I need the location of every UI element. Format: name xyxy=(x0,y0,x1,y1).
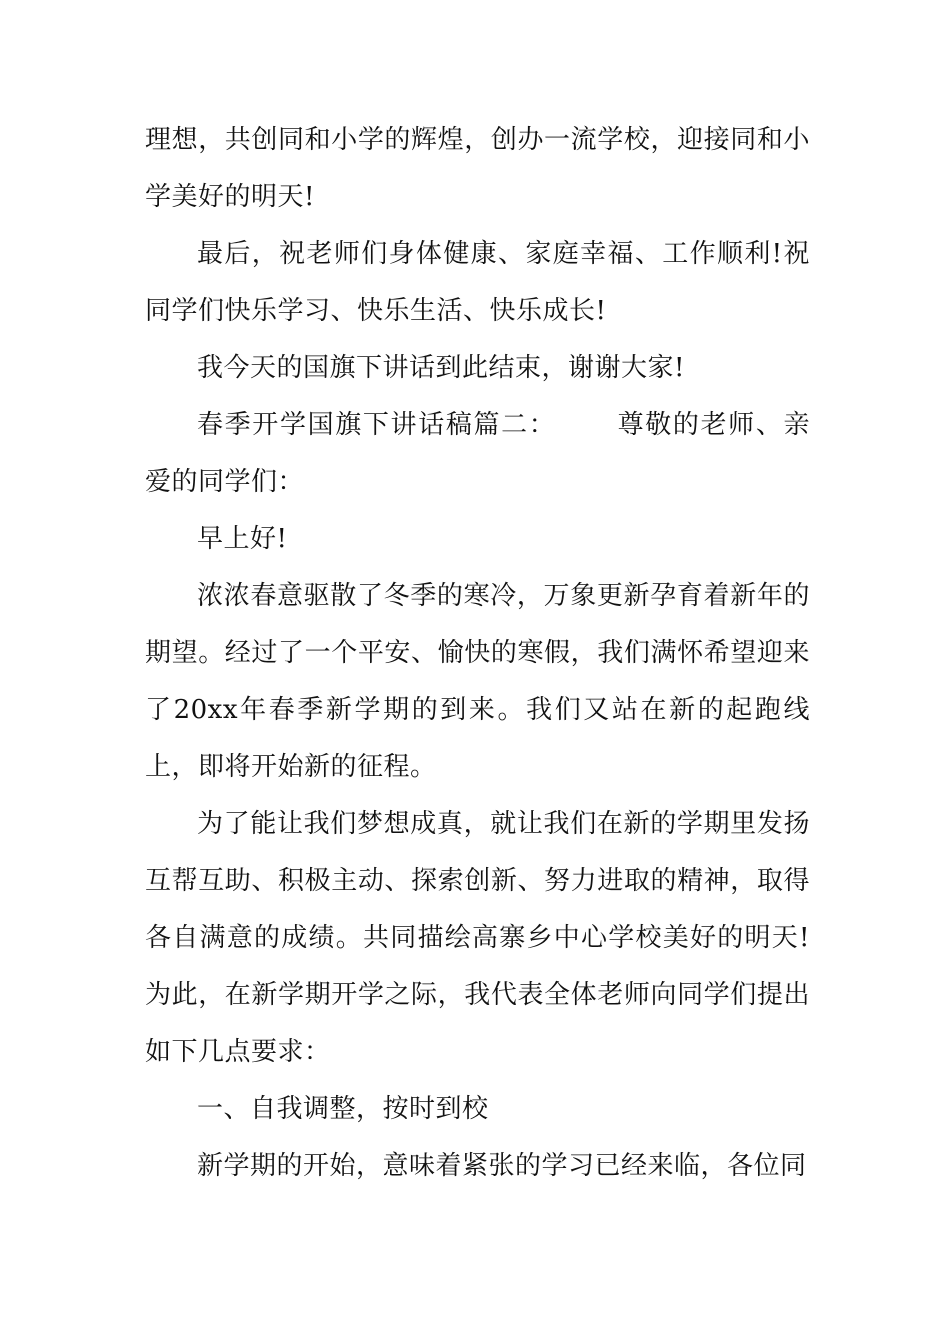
paragraph-speech-two-heading xyxy=(145,397,810,511)
paragraph-spring-intro: 浓浓春意驱散了冬季的寒冷，万象更新孕育着新年的期望。经过了一个平安、愉快的寒假，我们满怀希望迎来了20xx年春季新学期的到来。我们又站在新的起跑线上，即将开始新的征程。 xyxy=(145,581,810,782)
document-body xyxy=(145,112,810,1195)
paragraph-speech-end: 我今天的国旗下讲话到此结束，谢谢大家! xyxy=(197,353,685,383)
paragraph-point-one-heading: 一、自我调整，按时到校 xyxy=(197,1094,489,1124)
salutation: 尊敬的老师、亲爱的同学们： xyxy=(145,410,810,497)
section-title: 春季开学国旗下讲话稿篇二： xyxy=(197,410,557,440)
paragraph-continued-ideal: 理想，共创同和小学的辉煌，创办一流学校，迎接同和小学美好的明天! xyxy=(145,125,810,212)
paragraph-point-one-body: 新学期的开始，意味着紧张的学习已经来临，各位同 xyxy=(197,1151,807,1181)
paragraph-requirements-intro: 为了能让我们梦想成真，就让我们在新的学期里发扬互帮互助、积极主动、探索创新、努力进取的精神，取得各自满意的成绩。共同描绘高寨乡中心学校美好的明天!为此，在新学期开学之际，我代表全体老师向同学们提出如下几点要求： xyxy=(145,809,810,1067)
paragraph-closing-wishes: 最后，祝老师们身体健康、家庭幸福、工作顺利!祝同学们快乐学习、快乐生活、快乐成长! xyxy=(145,239,810,326)
paragraph-greeting: 早上好! xyxy=(197,524,288,554)
